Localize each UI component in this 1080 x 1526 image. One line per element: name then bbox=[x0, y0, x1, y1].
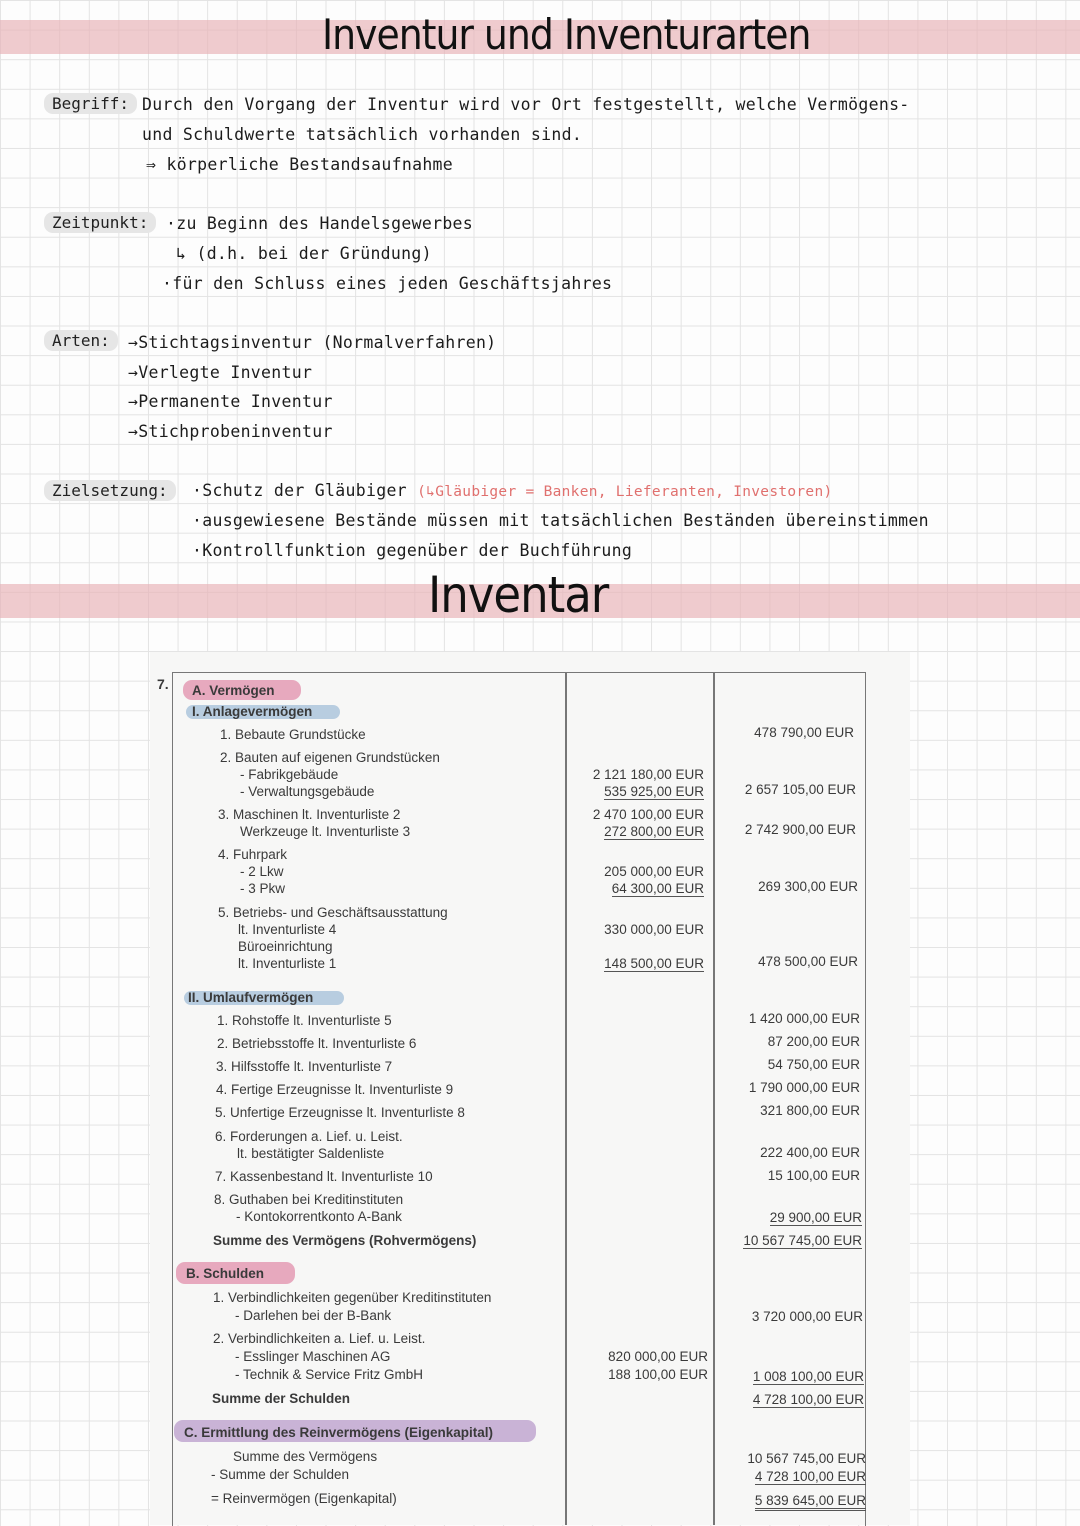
zielsetzung-tag: Zielsetzung: bbox=[44, 480, 176, 501]
section-title-inventar: Inventar bbox=[428, 566, 609, 624]
item-grundstuecke: 1. Bebaute Grundstücke bbox=[220, 727, 366, 742]
value-kassenbestand: 15 100,00 EUR bbox=[767, 1168, 860, 1183]
value-fuhrpark: 269 300,00 EUR bbox=[758, 879, 858, 894]
value-werkzeuge: 272 800,00 EUR bbox=[604, 824, 704, 839]
ziel-line-1-text: ·Schutz der Gläubiger bbox=[192, 481, 407, 500]
item-verwaltungsgebaeude: - Verwaltungsgebäude bbox=[240, 784, 375, 799]
value-fertige-erzeugnisse: 1 790 000,00 EUR bbox=[748, 1080, 860, 1095]
value-unfertige-erzeugnisse: 321 800,00 EUR bbox=[760, 1103, 860, 1118]
value-esslinger: 820 000,00 EUR bbox=[608, 1349, 708, 1364]
item-saldenliste: lt. bestätigter Saldenliste bbox=[237, 1146, 385, 1161]
value-darlehen: 3 720 000,00 EUR bbox=[751, 1309, 863, 1324]
column-divider bbox=[565, 672, 567, 1525]
heading-anlagevermoegen: I. Anlagevermögen bbox=[192, 704, 313, 719]
item-fabrikgebaeude: - Fabrikgebäude bbox=[240, 767, 339, 782]
value-pkw: 64 300,00 EUR bbox=[611, 881, 704, 896]
item-lkw: - 2 Lkw bbox=[240, 864, 284, 879]
item-maschinen: 3. Maschinen lt. Inventurliste 2 bbox=[218, 807, 401, 822]
item-forderungen: 6. Forderungen a. Lief. u. Leist. bbox=[215, 1129, 403, 1144]
item-rohstoffe: 1. Rohstoffe lt. Inventurliste 5 bbox=[217, 1013, 392, 1028]
item-hilfsstoffe: 3. Hilfsstoffe lt. Inventurliste 7 bbox=[216, 1059, 393, 1074]
item-esslinger: - Esslinger Maschinen AG bbox=[235, 1349, 391, 1364]
begriff-line-1: Durch den Vorgang der Inventur wird vor Ort festgestellt, welche Vermögens- bbox=[142, 95, 910, 114]
heading-reinvermoegen: C. Ermittlung des Reinvermögens (Eigenkapital) bbox=[184, 1425, 494, 1440]
item-verbindlichkeiten-lief: 2. Verbindlichkeiten a. Lief. u. Leist. bbox=[213, 1331, 426, 1346]
item-bueroeinrichtung: Büroeinrichtung bbox=[238, 939, 333, 954]
begriff-line-2: und Schuldwerte tatsächlich vorhanden sind. bbox=[142, 125, 583, 144]
item-verbindlichkeiten-kredit: 1. Verbindlichkeiten gegenüber Kreditinstituten bbox=[213, 1290, 492, 1305]
value-fabrikgebaeude: 2 121 180,00 EUR bbox=[592, 767, 704, 782]
exercise-number: 7. bbox=[157, 676, 169, 692]
zeitpunkt-line-3: ·für den Schluss eines jeden Geschäftsjahres bbox=[162, 274, 613, 293]
value-forderungen: 222 400,00 EUR bbox=[760, 1145, 860, 1160]
zeitpunkt-line-2: ↳ (d.h. bei der Gründung) bbox=[176, 244, 432, 263]
value-technik: 188 100,00 EUR bbox=[608, 1367, 708, 1382]
value-bauten: 2 657 105,00 EUR bbox=[744, 782, 856, 797]
item-bga: 5. Betriebs- und Geschäftsausstattung bbox=[218, 905, 448, 920]
glaeubiger-note: (↳Gläubiger = Banken, Lieferanten, Investoren) bbox=[417, 484, 833, 500]
value-bga-m: 330 000,00 EUR bbox=[604, 922, 704, 937]
item-fertige-erzeugnisse: 4. Fertige Erzeugnisse lt. Inventurliste 9 bbox=[216, 1082, 454, 1097]
value-betriebsstoffe: 87 200,00 EUR bbox=[767, 1034, 860, 1049]
item-unfertige-erzeugnisse: 5. Unfertige Erzeugnisse lt. Inventurliste 8 bbox=[215, 1105, 465, 1120]
arten-item: →Verlegte Inventur bbox=[128, 363, 313, 382]
item-bauten: 2. Bauten auf eigenen Grundstücken bbox=[220, 750, 440, 765]
value-maschinen-sum: 2 742 900,00 EUR bbox=[744, 822, 856, 837]
ziel-line-2: ·ausgewiesene Bestände müssen mit tatsächlichen Beständen übereinstimmen bbox=[192, 511, 929, 530]
heading-vermoegen: A. Vermögen bbox=[192, 683, 275, 698]
value-buero: 148 500,00 EUR bbox=[604, 956, 704, 971]
c-value-vermoegen: 10 567 745,00 EUR bbox=[747, 1451, 866, 1466]
value-maschinen: 2 470 100,00 EUR bbox=[592, 807, 704, 822]
item-bga-liste: lt. Inventurliste 4 bbox=[238, 922, 337, 937]
zeitpunkt-tag: Zeitpunkt: bbox=[44, 212, 156, 233]
heading-schulden: B. Schulden bbox=[186, 1266, 265, 1281]
ziel-line-3: ·Kontrollfunktion gegenüber der Buchführung bbox=[192, 541, 633, 560]
item-fuhrpark: 4. Fuhrpark bbox=[218, 847, 288, 862]
value-guthaben: 29 900,00 EUR bbox=[769, 1210, 862, 1225]
item-kontokorrent: - Kontokorrentkonto A-Bank bbox=[236, 1209, 402, 1224]
summe-schulden-label: Summe der Schulden bbox=[212, 1391, 351, 1406]
item-werkzeuge: Werkzeuge lt. Inventurliste 3 bbox=[240, 824, 411, 839]
arten-item: →Stichtagsinventur (Normalverfahren) bbox=[128, 333, 497, 352]
item-pkw: - 3 Pkw bbox=[240, 881, 286, 896]
value-bga: 478 500,00 EUR bbox=[758, 954, 858, 969]
item-betriebsstoffe: 2. Betriebsstoffe lt. Inventurliste 6 bbox=[217, 1036, 417, 1051]
item-technik: - Technik & Service Fritz GmbH bbox=[235, 1367, 424, 1382]
value-vll: 1 008 100,00 EUR bbox=[752, 1369, 864, 1384]
value-lkw: 205 000,00 EUR bbox=[604, 864, 704, 879]
ziel-line-1 bbox=[192, 481, 833, 500]
arten-tag: Arten: bbox=[44, 330, 118, 351]
heading-umlaufvermoegen: II. Umlaufvermögen bbox=[188, 990, 314, 1005]
value-hilfsstoffe: 54 750,00 EUR bbox=[767, 1057, 860, 1072]
summe-vermoegen-label: Summe des Vermögens (Rohvermögens) bbox=[213, 1233, 477, 1248]
value-verwaltungsgebaeude: 535 925,00 EUR bbox=[604, 784, 704, 799]
arten-item: →Stichprobeninventur bbox=[128, 422, 333, 441]
c-value-reinvermoegen: 5 839 645,00 EUR bbox=[755, 1493, 866, 1511]
begriff-tag: Begriff: bbox=[44, 93, 137, 114]
value-grundstuecke: 478 790,00 EUR bbox=[754, 725, 854, 740]
arten-item: →Permanente Inventur bbox=[128, 392, 333, 411]
c-reinvermoegen: = Reinvermögen (Eigenkapital) bbox=[211, 1491, 397, 1506]
item-kassenbestand: 7. Kassenbestand lt. Inventurliste 10 bbox=[215, 1169, 433, 1184]
zeitpunkt-line-1: ·zu Beginn des Handelsgewerbes bbox=[166, 214, 474, 233]
c-summe-vermoegen: Summe des Vermögens bbox=[233, 1449, 378, 1464]
page-title: Inventur und Inventurarten bbox=[322, 10, 811, 59]
item-guthaben: 8. Guthaben bei Kreditinstituten bbox=[214, 1192, 404, 1207]
item-darlehen: - Darlehen bei der B-Bank bbox=[235, 1308, 392, 1323]
c-summe-schulden: - Summe der Schulden bbox=[211, 1467, 350, 1482]
c-value-schulden: 4 728 100,00 EUR bbox=[754, 1469, 866, 1484]
summe-schulden-value: 4 728 100,00 EUR bbox=[752, 1392, 864, 1407]
item-buero-liste: lt. Inventurliste 1 bbox=[238, 956, 337, 971]
begriff-line-3: ⇒ körperliche Bestandsaufnahme bbox=[146, 155, 454, 174]
column-divider bbox=[713, 672, 715, 1525]
summe-vermoegen-value: 10 567 745,00 EUR bbox=[743, 1233, 862, 1248]
value-rohstoffe: 1 420 000,00 EUR bbox=[748, 1011, 860, 1026]
